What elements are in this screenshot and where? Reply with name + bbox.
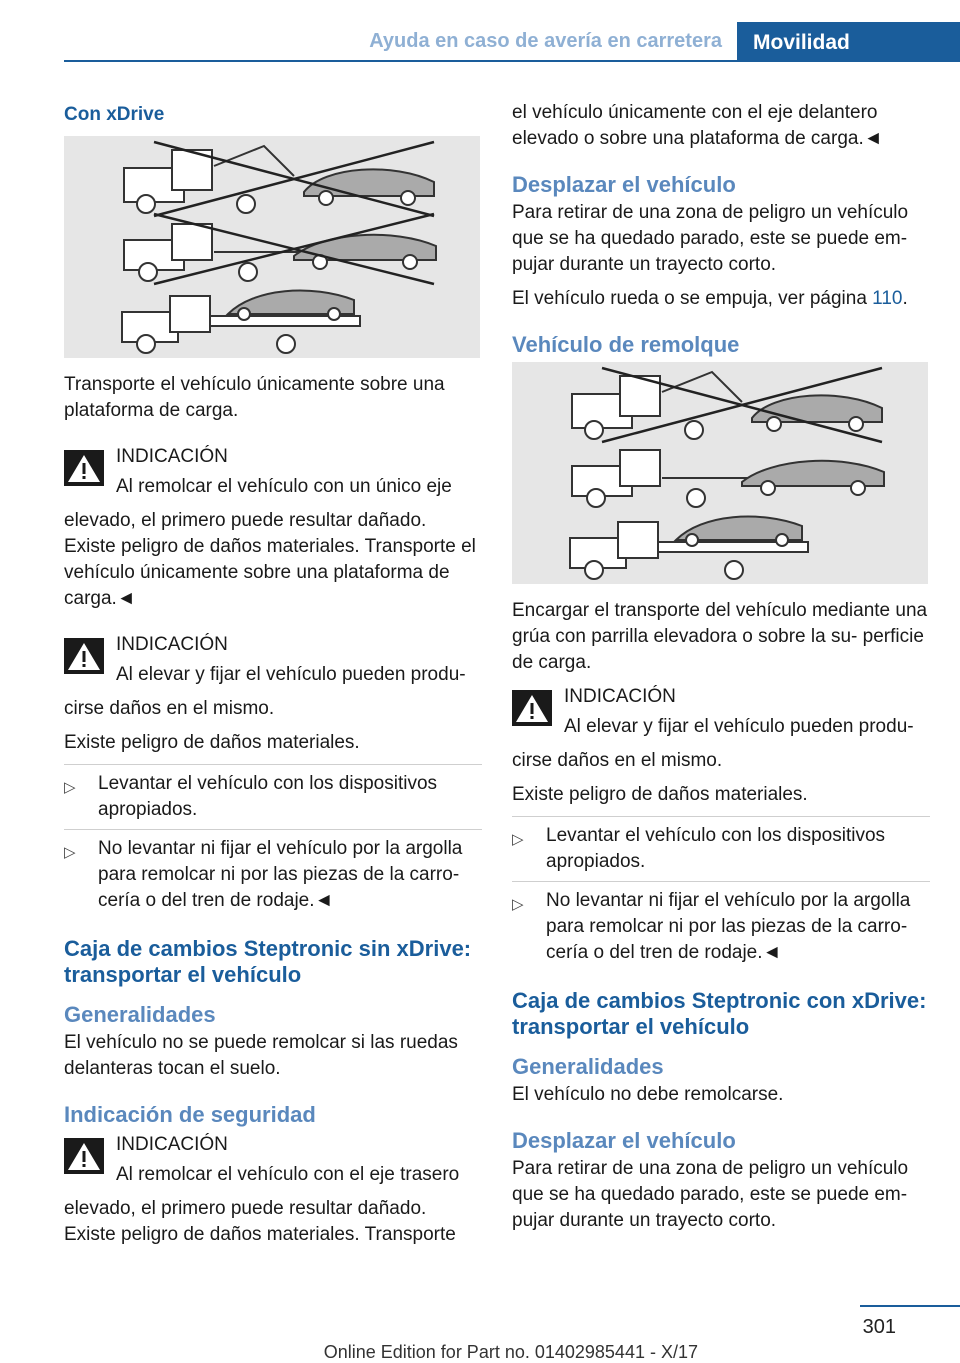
list-item-text: No levantar ni fijar el vehículo por la argolla para remolcar ni por las piezas de la carro‐ cería o del tren de rodaje.◄	[546, 890, 911, 963]
notice-label: INDICACIÓN	[564, 686, 676, 707]
list-item	[512, 816, 930, 881]
page-number: 301	[862, 1316, 896, 1338]
heading-steptronic-con-xdrive: Caja de cambios Steptronic con xDrive: transportar el vehículo	[512, 988, 927, 1039]
list-item-text: Levantar el vehículo con los dispositivos apropiados.	[546, 825, 886, 872]
page-header	[0, 0, 960, 62]
notice-body: cirse daños en el mismo.	[64, 698, 275, 719]
header-chapter-tab: Movilidad	[737, 22, 960, 62]
paragraph-danger: Existe peligro de daños materiales.	[64, 732, 360, 753]
paragraph-move: Para retirar de una zona de peligro un vehículo que se ha quedado parado, este se puede em‐ pujar durante un trayecto corto.	[512, 202, 909, 275]
notice-label: INDICACIÓN	[116, 634, 228, 655]
paragraph-continuation: el vehículo únicamente con el eje delantero elevado o sobre una plataforma de carga.◄	[512, 102, 883, 149]
paragraph-general: El vehículo no se puede remolcar si las ruedas delanteras tocan el suelo.	[64, 1032, 458, 1079]
notice-first-line: Al elevar y fijar el vehículo pueden produ‐	[564, 716, 914, 737]
header-section-title: Ayuda en caso de avería en carretera	[369, 30, 722, 52]
notice-body: elevado, el primero puede resultar dañado. Existe peligro de daños materiales. Transporte	[64, 1198, 456, 1245]
right-column	[512, 100, 930, 1242]
heading-generalidades: Generalidades	[64, 1002, 216, 1027]
roll-text: El vehículo rueda o se empuja, ver página	[512, 288, 873, 309]
heading-vehiculo-remolque: Vehículo de remolque	[512, 332, 740, 357]
warning-triangle-icon	[512, 690, 552, 726]
notice-first-line: Al remolcar el vehículo con el eje trasero	[116, 1164, 460, 1185]
roll-text-end: .	[902, 288, 908, 309]
triangle-right-icon: ▷	[512, 831, 524, 848]
notice-first-line: Al elevar y fijar el vehículo pueden produ‐	[116, 664, 466, 685]
list-item	[512, 881, 930, 972]
list-item-text: Levantar el vehículo con los dispositivos apropiados.	[98, 773, 438, 820]
list-item	[64, 829, 482, 920]
paragraph-move: Para retirar de una zona de peligro un vehículo que se ha quedado parado, este se puede em‐ pujar durante un trayecto corto.	[512, 1158, 909, 1231]
paragraph-roll	[512, 286, 930, 312]
notice-label: INDICACIÓN	[116, 1134, 228, 1155]
header-rule	[64, 60, 960, 62]
edition-note: Online Edition for Part no. 01402985441 - X/17	[323, 1342, 698, 1362]
notice-body: cirse daños en el mismo.	[512, 750, 723, 771]
notice-4	[512, 684, 930, 740]
heading-steptronic-sin-xdrive: Caja de cambios Steptronic sin xDrive: transportar el vehículo	[64, 936, 472, 987]
paragraph-general: El vehículo no debe remolcarse.	[512, 1084, 784, 1105]
triangle-right-icon: ▷	[512, 896, 524, 913]
heading-generalidades: Generalidades	[512, 1054, 664, 1079]
page-footer	[0, 1300, 960, 1362]
towing-diagram-image	[64, 136, 480, 358]
left-column	[64, 100, 482, 1256]
page-link-110[interactable]: 110	[872, 288, 903, 309]
heading-desplazar: Desplazar el vehículo	[512, 172, 736, 197]
footer-rule	[860, 1305, 960, 1307]
tow-vehicle-diagram-image	[512, 362, 928, 584]
paragraph-danger: Existe peligro de daños materiales.	[512, 784, 808, 805]
triangle-right-icon: ▷	[64, 844, 76, 861]
warning-triangle-icon	[64, 450, 104, 486]
notice-body: elevado, el primero puede resultar dañado. Existe peligro de daños materiales. Transporte el vehículo únicamente sobre una plataforma de carga.◄	[64, 510, 476, 609]
warning-triangle-icon	[64, 1138, 104, 1174]
notice-1	[64, 444, 482, 500]
list-item	[64, 764, 482, 829]
triangle-right-icon: ▷	[64, 779, 76, 796]
heading-con-xdrive: Con xDrive	[64, 104, 165, 125]
heading-desplazar: Desplazar el vehículo	[512, 1128, 736, 1153]
notice-3	[64, 1132, 482, 1188]
paragraph-order: Encargar el transporte del vehículo mediante una grúa con parrilla elevadora o sobre la su‐ perficie de carga.	[512, 600, 928, 673]
paragraph-transport: Transporte el vehículo únicamente sobre una plataforma de carga.	[64, 374, 445, 421]
notice-first-line: Al remolcar el vehículo con un único eje	[116, 476, 452, 497]
notice-label: INDICACIÓN	[116, 446, 228, 467]
notice-2	[64, 632, 482, 688]
bullet-list	[512, 816, 930, 972]
towing-illustration	[64, 136, 480, 358]
list-item-text: No levantar ni fijar el vehículo por la argolla para remolcar ni por las piezas de la carro‐ cería o del tren de rodaje.◄	[98, 838, 463, 911]
heading-indicacion-seguridad: Indicación de seguridad	[64, 1102, 316, 1127]
warning-triangle-icon	[64, 638, 104, 674]
tow-vehicle-illustration	[512, 362, 928, 584]
bullet-list	[64, 764, 482, 920]
